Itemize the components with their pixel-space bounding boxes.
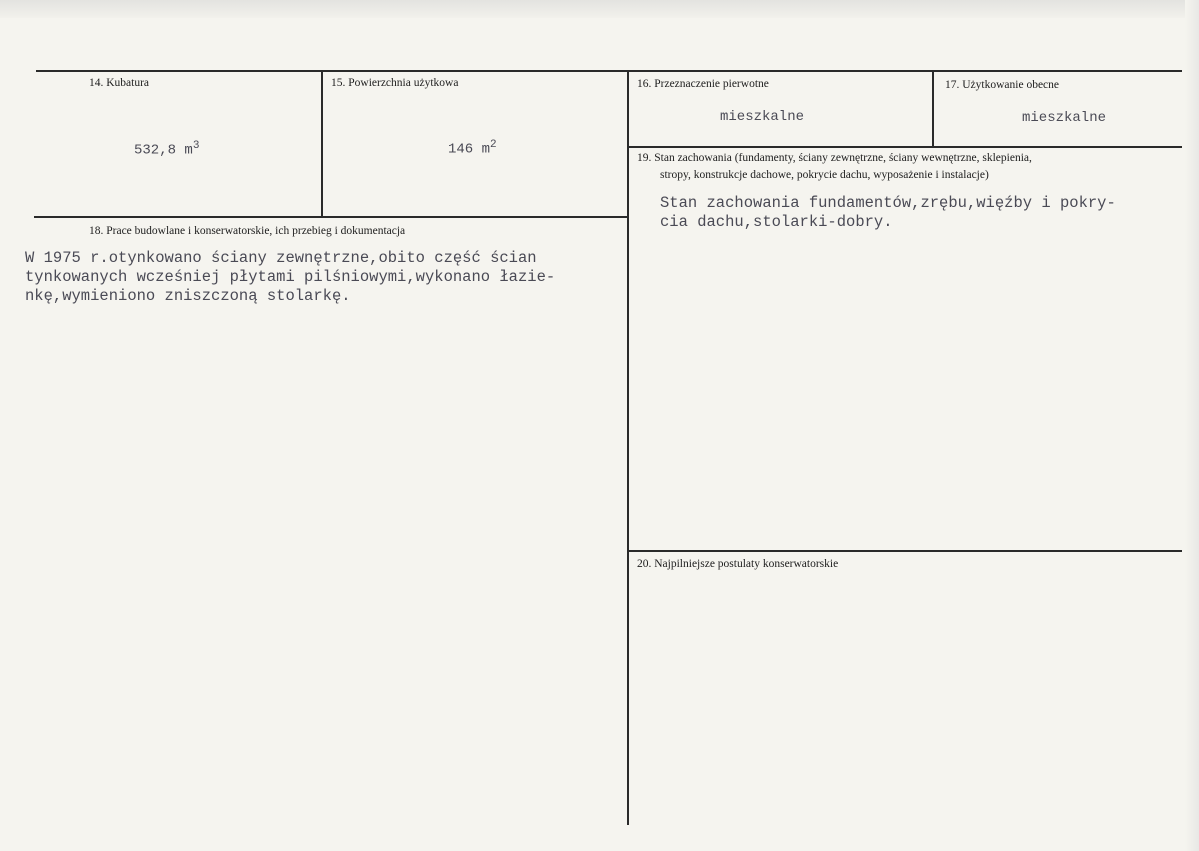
top-rule — [36, 70, 1182, 72]
field-19-line-1: Stan zachowania fundamentów,zrębu,więźby i pokry- — [660, 194, 1116, 212]
rule-above-20 — [628, 550, 1182, 552]
field-18-line-1: W 1975 r.otynkowano ściany zewnętrzne,obito część ścian — [25, 249, 537, 267]
field-14-label: 14. Kubatura — [89, 77, 150, 89]
field-17-label: 17. Użytkowanie obecne — [945, 79, 1060, 91]
field-18-label: 18. Prace budowlane i konserwatorskie, ich przebieg i dokumentacja — [89, 225, 406, 237]
field-15-label: 15. Powierzchnia użytkowa — [331, 77, 459, 89]
field-18-line-3: nkę,wymieniono zniszczoną stolarkę. — [25, 287, 351, 305]
field-16-label: 16. Przeznaczenie pierwotne — [637, 78, 769, 90]
divider-16-17 — [932, 71, 934, 147]
field-20-label: 20. Najpilniejsze postulaty konserwatorskie — [637, 558, 839, 570]
rule-under-14-15 — [34, 216, 628, 218]
field-18-line-2: tynkowanych wcześniej płytami pilśniowymi,wykonano łazie- — [25, 268, 556, 286]
field-14-number: 532,8 m — [134, 142, 193, 159]
field-14-exponent: 3 — [192, 140, 200, 152]
field-16-value: mieszkalne — [720, 109, 805, 125]
field-15-value — [448, 139, 497, 158]
field-17-value: mieszkalne — [1022, 110, 1107, 126]
scan-right-edge — [1185, 0, 1199, 851]
center-vertical-rule — [627, 71, 629, 825]
scan-top-edge — [0, 0, 1199, 18]
field-15-number: 146 m — [448, 141, 491, 158]
field-15-exponent: 2 — [490, 139, 497, 151]
field-19-label-line-2: stropy, konstrukcje dachowe, pokrycie dachu, wyposażenie i instalacje) — [660, 169, 989, 181]
field-14-value — [134, 140, 199, 159]
field-19-line-2: cia dachu,stolarki-dobry. — [660, 213, 893, 231]
rule-under-16-17 — [628, 146, 1182, 148]
divider-14-15 — [321, 71, 323, 217]
field-19-label-line-1: 19. Stan zachowania (fundamenty, ściany zewnętrzne, ściany wewnętrzne, sklepienia, — [637, 152, 1032, 164]
